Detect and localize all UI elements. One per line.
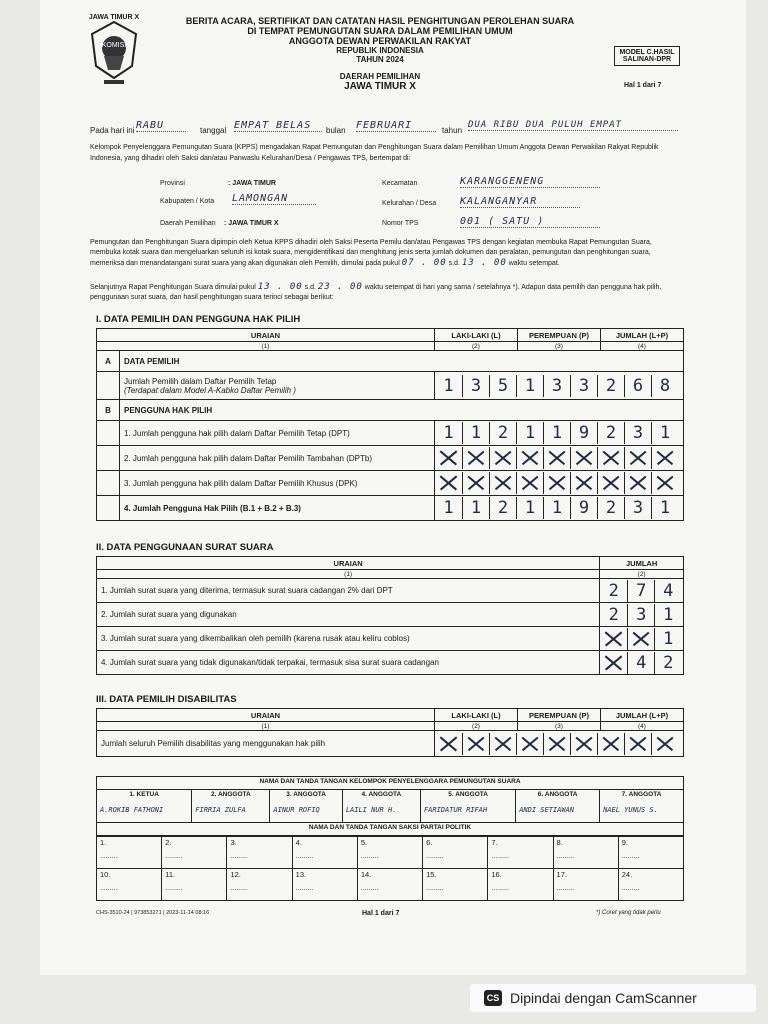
saksi-signature-cell [423,869,488,901]
s3-header-uraian: URAIAN [97,709,435,722]
kpps-title: NAMA DAN TANDA TANGAN KELOMPOK PENYELENGGARA PEMUNGUTAN SUARA [97,777,684,790]
crossed-digit-box [543,472,570,494]
digit-box: 6 [624,375,651,397]
digit-box: 3 [543,375,570,397]
digit-box: 8 [651,375,678,397]
model-box: MODEL C.HASIL SALINAN-DPR [614,46,680,66]
kpps-signature-cell [420,790,515,823]
saksi-dots: ......... [426,853,444,860]
logo-text: JAWA TIMUR X [88,14,140,21]
saksi-signature-cell [292,837,357,869]
crossed-digit-box [543,447,570,469]
footer-note: *) Coret yang tidak perlu [596,910,661,916]
kpps-name: LAILI NUR H. [345,806,397,814]
saksi-number: 4. [295,838,302,847]
digit-box: 2 [489,422,516,444]
kpu-logo [82,12,146,92]
saksi-number: 5. [360,838,368,847]
signature-block [96,776,684,901]
digit-box: 1 [543,497,570,519]
digit-box: 2 [597,375,624,397]
body-paragraph-1 [90,238,684,269]
digit-box: 1 [443,375,454,396]
title-line: BERITA ACARA, SERTIFIKAT DAN CATATAN HASIL PENGHITUNGAN PEROLEHAN SUARA [185,16,575,26]
crossed-digit-box [435,472,462,494]
saksi-dots: ......... [295,885,314,892]
title-line: ANGGOTA DEWAN PERWAKILAN RAKYAT [288,36,472,46]
s1-num: (1) [97,342,435,351]
kabupaten-value: LAMONGAN [232,193,316,205]
kpps-name: FIRRIA ZULFA [195,806,246,814]
kpps-signature-cell [342,790,420,823]
intro-bulan: FEBRUARI [356,120,436,132]
s3-row-label: Jumlah seluruh Pemilih disabilitas yang menggunakan hak pilih [97,731,435,757]
kelurahan-label: Kelurahan / Desa [382,200,437,207]
kpps-role: 6. ANGGOTA [537,791,578,798]
kpps-role: 5. ANGGOTA [448,791,488,798]
kpps-name: FARIDATUR RIFAH [423,806,488,814]
title-line: REPUBLIK INDONESIA [336,46,424,55]
footer-doc-id: CHS-3510-24 | 973853271 | 2023-11-14 08:16 [96,910,210,916]
saksi-number: 9. [621,838,629,847]
digit-box: 1 [516,375,543,397]
digit-box: 2 [608,580,619,601]
digit-box: 2 [608,604,619,625]
digit-box: 2 [597,422,624,444]
kpu-emblem-icon [82,12,146,92]
saksi-number: 11. [165,870,176,879]
kpps-signature-cell [192,790,270,823]
crossed-digit-box [627,628,654,650]
saksi-signature-cell [227,837,292,869]
kpps-role: 1. KETUA [129,791,159,798]
saksi-dots: ......... [360,885,379,892]
digit-box: 1 [654,604,681,626]
s1-header-uraian: URAIAN [97,329,435,342]
crossed-digit-box [516,472,543,494]
saksi-signature-cell [553,837,618,869]
section3-table [96,708,684,757]
s3-num: (4) [600,722,683,731]
body-paragraph-2 [90,282,684,303]
crossed-digit-box [600,652,627,674]
s1-b-code: B [97,400,120,421]
s2-header-jumlah: JUMLAH [600,557,684,570]
saksi-number: 17. [556,870,567,879]
crossed-digit-box [516,447,543,469]
crossed-digit-box [570,472,597,494]
saksi-signature-cell [162,837,227,869]
s1-num: (3) [518,342,601,351]
section2-table [96,556,684,675]
intro-bulan-label: bulan [326,126,346,135]
section1-title: I. DATA PEMILIH DAN PENGGUNA HAK PILIH [96,314,301,325]
jam2-selesai: 23 . 00 [317,282,363,292]
digit-box: 1 [516,497,543,519]
intro-tahun-label: tahun [442,126,463,135]
intro-hari: RABU [136,120,186,132]
s1-a-row-label [120,372,435,400]
saksi-dots: ......... [360,853,379,860]
kecamatan-label: Kecamatan [382,180,418,187]
jam-mulai: 07 . 00 [401,258,447,268]
saksi-signature-cell [357,869,422,901]
crossed-digit-box [462,447,489,469]
document-title [150,16,610,92]
logo-sub: KOMISI [101,42,127,49]
digit-box: 1 [443,498,454,518]
s1-b-row-label: 1. Jumlah pengguna hak pilih dalam Daftar Pemilih Tetap (DPT) [120,421,435,446]
digit-box: 1 [443,423,454,443]
camscanner-watermark [470,984,756,1012]
digit-box: 3 [627,604,654,626]
saksi-dots: ......... [100,853,118,860]
s2-row-label: 4. Jumlah surat suara yang tidak digunakan/tidak terpakai, termasuk sisa surat suara cadangan [97,651,600,675]
kpps-name: AINUR ROFIQ [273,806,320,814]
saksi-number: 2. [165,838,172,847]
kpps-signature-cell [97,790,192,823]
digit-box: 9 [570,497,597,519]
saksi-signature-cell [488,837,553,869]
saksi-signature-cell [553,869,618,901]
crossed-digit-box [624,472,651,494]
digit-box: 7 [627,580,654,602]
saksi-number: 12. [230,870,241,879]
jam2-mulai: 13 . 00 [257,282,303,292]
crossed-digit-box [597,733,624,755]
crossed-digit-box [462,733,489,755]
saksi-dots: ......... [165,853,183,860]
saksi-signature-cell [97,837,162,869]
digit-box: 1 [462,497,489,519]
digit-box: 4 [654,580,681,602]
digit-box: 1 [651,422,678,444]
saksi-number: 3. [230,838,237,847]
kpps-name: ANDI SETIAWAN [519,806,575,814]
camscanner-text: Dipindai dengan CamScanner [510,990,697,1006]
s1-a-row-values [435,372,684,400]
saksi-dots: ......... [556,885,575,892]
kelurahan-value: KALANGANYAR [460,196,580,208]
digit-box: 2 [489,497,516,519]
kpps-signature-cell [516,790,600,823]
saksi-number: 24. [621,870,633,879]
saksi-signature-cell [97,869,162,901]
crossed-digit-box [597,447,624,469]
s3-header-jumlah: JUMLAH (L+P) [600,709,683,722]
saksi-dots: ......... [295,853,314,860]
s2-row-label: 2. Jumlah surat suara yang digunakan [97,603,600,627]
crossed-digit-box [600,628,627,650]
saksi-title: NAMA DAN TANDA TANGAN SAKSI PARTAI POLITIK [97,823,684,836]
digit-box: 3 [624,422,651,444]
saksi-signature-cell [292,869,357,901]
digit-box: 3 [462,375,489,397]
saksi-number: 14. [360,870,372,879]
saksi-dots: ......... [426,885,444,892]
sd-label: s.d. [448,260,460,267]
section1-table [96,328,684,521]
kpps-name: A.ROKIB FATHONI [100,806,164,814]
crossed-digit-box [435,447,462,469]
digit-box: 1 [543,422,570,444]
saksi-signature-cell [227,869,292,901]
intro-tahun: DUA RIBU DUA PULUH EMPAT [468,120,678,131]
s1-a-code: A [97,351,120,372]
intro-pada-hari: Pada hari ini [90,126,135,135]
kpps-role: 4. ANGGOTA [361,791,402,798]
kpps-role: 2. ANGGOTA [210,791,251,798]
crossed-digit-box [651,472,678,494]
kabupaten-label: Kabupaten / Kota [160,198,215,205]
saksi-signature-cell [618,869,683,901]
s3-num: (3) [518,722,601,731]
intro-line [90,120,690,140]
body-p2-text: Selanjutnya Rapat Penghitungan Suara dimulai pukul [90,284,256,291]
kpps-role: 7. ANGGOTA [621,791,662,798]
saksi-dots: ......... [491,853,509,860]
s3-num: (1) [97,722,435,731]
kpps-name: NAEL YUNUS S. [603,806,658,814]
s2-num: (2) [600,570,684,579]
saksi-number: 6. [426,838,433,847]
crossed-digit-box [435,733,462,755]
saksi-dots: ......... [230,885,248,892]
s1-a-row-main: Jumlah Pemilih dalam Daftar Pemilih Tetap [124,376,277,386]
saksi-dots: ......... [621,853,640,860]
kpps-signature-cell [600,790,684,823]
digit-box: 5 [489,375,516,397]
crossed-digit-box [489,733,516,755]
s3-header-perempuan: PEREMPUAN (P) [518,709,601,722]
digit-box: 1 [651,497,678,519]
saksi-dots: ......... [556,853,575,860]
page-info: Hal 1 dari 7 [624,82,662,89]
s2-row-label: 1. Jumlah surat suara yang diterima, termasuk surat suara cadangan 2% dari DPT [97,579,600,603]
saksi-dots: ......... [621,885,640,892]
digit-box: 9 [570,422,597,444]
s3-header-laki: LAKI-LAKI (L) [435,709,518,722]
s1-header-jumlah: JUMLAH (L+P) [601,329,684,342]
intro-tanggal: EMPAT BELAS [234,120,322,132]
title-line: DI TEMPAT PEMUNGUTAN SUARA DALAM PEMILIHAN UMUM [247,26,513,36]
location-block [160,174,680,236]
section2-title: II. DATA PENGGUNAAN SURAT SUARA [96,542,274,553]
digit-box: 1 [654,628,681,650]
tps-label: Nomor TPS [382,220,419,227]
crossed-digit-box [651,733,678,755]
saksi-signature-table [96,836,684,901]
crossed-digit-box [651,447,678,469]
saksi-dots: ......... [230,853,248,860]
s1-a-title: DATA PEMILIH [120,351,684,372]
body-p1-text: Pemungutan dan Penghitungan Suara dipimpin oleh Ketua KPPS dihadiri oleh Saksi Peserta Pemilu dan/atau Pengawas TPS dengan kegiatan membuka Rapat Pemungutan Suara, membuka kotak suara dan mengeluarkan seluruh isi kotak suara, mengidentifikasi dan menghitung jenis serta jumlah dokumen dan peralatan, pemungutan dan penghitungan suara, memeriksa dan menandatangani surat suara yang akan digunakan oleh Pemilih, dimulai pada pukul [90,239,652,267]
crossed-digit-box [543,733,570,755]
jam-selesai: 13 . 00 [461,258,507,268]
saksi-number: 8. [556,838,563,847]
dapil-label-loc: Daerah Pemilihan [160,220,216,227]
intro-paragraph: Kelompok Penyelenggara Pemungutan Suara (KPPS) mengadakan Rapat Pemungutan dan Penghitungan Suara dalam Pemilihan Umum Anggota Dewan Perwakilan Rakyat Republik Indonesia, yang dihadiri oleh Saksi dan/atau Panwaslu Kelurahan/Desa / Pengawas TPS, bertempat di: [90,144,659,162]
title-line: TAHUN 2024 [356,55,404,64]
saksi-dots: ......... [165,885,183,892]
saksi-number: 7. [491,838,498,847]
saksi-signature-cell [162,869,227,901]
crossed-digit-box [489,447,516,469]
s1-b-row-label: 3. Jumlah pengguna hak pilih dalam Daftar Pemilih Khusus (DPK) [120,471,435,496]
digit-box: 2 [597,497,624,519]
sd-label-2: s.d. [304,284,316,291]
waktu-setempat: waktu setempat. [508,260,560,267]
s1-num: (4) [601,342,684,351]
digit-box: 3 [570,375,597,397]
footer-page: Hal 1 dari 7 [362,910,400,917]
tps-value: 001 ( SATU ) [460,216,600,228]
dapil-label: DAERAH PEMILIHAN [339,72,421,81]
crossed-digit-box [570,733,597,755]
digit-box: 1 [462,422,489,444]
kpps-signature-table [96,776,684,836]
dapil-value-loc: : JAWA TIMUR X [224,220,279,227]
crossed-digit-box [597,472,624,494]
saksi-number: 1. [100,838,107,847]
crossed-digit-box [624,447,651,469]
saksi-signature-cell [618,837,683,869]
crossed-digit-box [489,472,516,494]
crossed-digit-box [462,472,489,494]
s1-b-row-label: 4. Jumlah Pengguna Hak Pilih (B.1 + B.2 + B.3) [120,496,435,521]
s3-num: (2) [435,722,518,731]
kecamatan-value: KARANGGENENG [460,176,600,188]
digit-box: 3 [624,497,651,519]
section3-title: III. DATA PEMILIH DISABILITAS [96,694,237,705]
s1-num: (2) [435,342,518,351]
saksi-signature-cell [357,837,422,869]
crossed-digit-box [624,733,651,755]
crossed-digit-box [516,733,543,755]
saksi-dots: ......... [100,885,118,892]
provinsi-value: : JAWA TIMUR [228,180,276,187]
saksi-number: 16. [491,870,502,879]
intro-tanggal-label: tanggal [200,126,227,135]
s1-b-row-label: 2. Jumlah pengguna hak pilih dalam Daftar Pemilih Tambahan (DPTb) [120,446,435,471]
saksi-signature-cell [488,869,553,901]
camscanner-icon: CS [484,990,502,1006]
s2-row-label: 3. Jumlah surat suara yang dikembalikan oleh pemilih (karena rusak atau keliru coblos) [97,627,600,651]
digit-box: 2 [654,652,681,674]
s2-header-uraian: URAIAN [97,557,600,570]
dapil-title: JAWA TIMUR X [344,81,416,92]
provinsi-label: Provinsi [160,180,185,187]
digit-box: 1 [516,422,543,444]
saksi-number: 15. [426,870,437,879]
saksi-number: 13. [295,870,307,879]
saksi-signature-cell [423,837,488,869]
s1-header-perempuan: PEREMPUAN (P) [518,329,601,342]
kpps-role: 3. ANGGOTA [286,791,326,798]
s1-b-title: PENGGUNA HAK PILIH [120,400,684,421]
s1-a-row-sub: (Terdapat dalam Model A-Kabko Daftar Pemilih ) [124,385,296,395]
digit-box: 4 [627,652,654,674]
crossed-digit-box [570,447,597,469]
body-p2-rest: waktu setempat di hari yang sama / setelahnya *). Adapun data pemilih dan pengguna hak pilih, penggunaan surat suara, dan hasil penghitungan suara terinci sebagai berikut: [90,284,662,301]
saksi-number: 10. [100,870,111,879]
saksi-dots: ......... [491,885,509,892]
s1-header-laki: LAKI-LAKI (L) [435,329,518,342]
s2-num: (1) [97,570,600,579]
kpps-signature-cell [270,790,342,823]
